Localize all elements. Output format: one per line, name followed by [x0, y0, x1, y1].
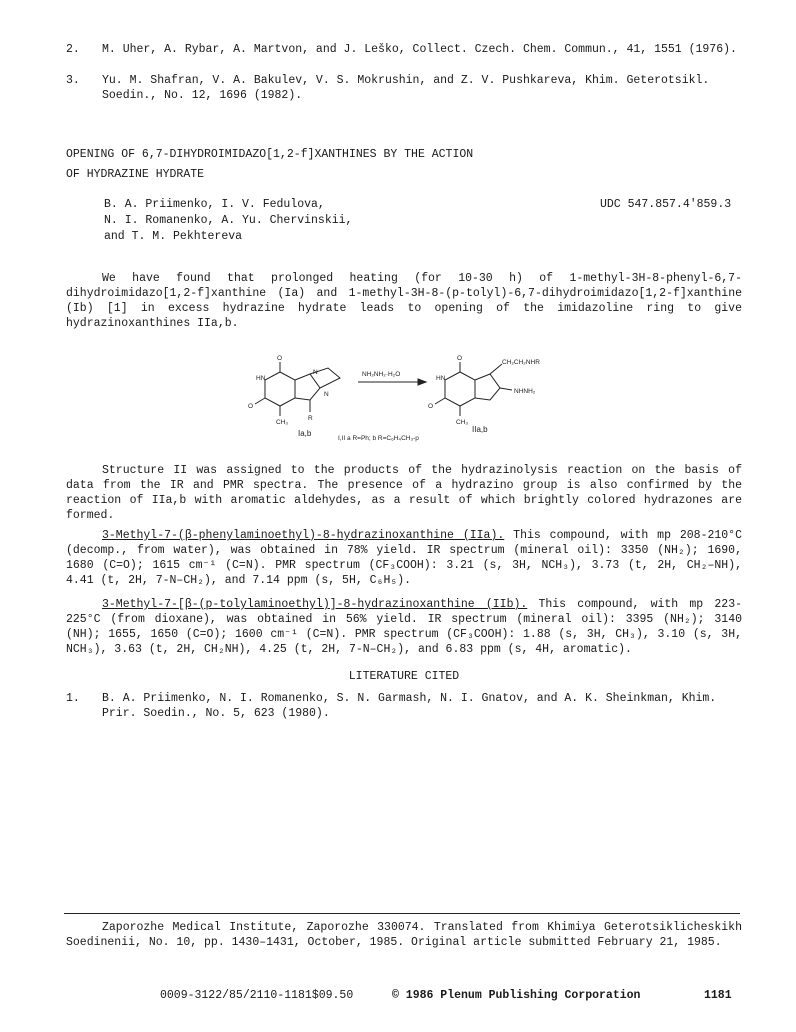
- atom-r: R: [308, 415, 313, 422]
- atom-ch3: CH₃: [276, 419, 289, 426]
- scheme-caption: I,II a R=Ph; b R=C₆H₄CH₃-p: [338, 435, 419, 442]
- literature-heading: LITERATURE CITED: [348, 670, 460, 683]
- compound-iib-title: 3-Methyl-7-[β-(p-tolylaminoethyl)]-8-hydrazinoxanthine (IIb).: [102, 598, 528, 611]
- structure-paragraph: Structure II was assigned to the products of the hydrazinolysis reaction on the basis of data from the IR and PMR spectra. The presence of a hydrazino group is also confirmed by the reaction of IIa,b with aromatic aldehydes, as a result of which brightly colored hydrazones are formed.: [66, 464, 742, 522]
- atom-nhnh2: NHNH₂: [514, 388, 536, 395]
- udc-code: UDC 547.857.4'859.3: [600, 198, 732, 211]
- compound-iia-title: 3-Methyl-7-(β-phenylaminoethyl)-8-hydrazinoxanthine (IIa).: [102, 529, 505, 542]
- authors-line-3: and T. M. Pekhtereva: [104, 230, 243, 243]
- footer-copyright: © 1986 Plenum Publishing Corporation: [392, 989, 641, 1002]
- compound-iib-body: This compound, with mp 223-225°C (from dioxane), was obtained in 56% yield. IR spectrum (mineral oil): 3395 (NH₂); 3140 (NH); 1655, 1650 (C=O); 1600 cm⁻¹ (C=N). PMR spectrum (CF₃COOH): 1.88 (s, 3H, CH₃), 3.10 (s, 3H, NCH₃), 3.63 (t, 2H, CH₂NH), 4.25 (t, 2H, 7-N–CH₂), and 6.83 ppm (s, 4H, aromatic).: [66, 598, 743, 656]
- atom-n: N: [324, 391, 329, 398]
- atom-oxygen: O: [277, 355, 283, 362]
- atom-n: N: [313, 369, 318, 376]
- footnote-rule: [64, 913, 740, 914]
- scheme-label-right: IIa,b: [472, 425, 488, 434]
- scheme-label-left: Ia,b: [298, 429, 312, 438]
- atom-oxygen: O: [248, 403, 254, 410]
- reference-number: 3.: [66, 74, 80, 87]
- atom-ch3: CH₃: [456, 419, 469, 426]
- footnote: Zaporozhe Medical Institute, Zaporozhe 330074. Translated from Khimiya Geterotsiklicheskikh Soedinenii, No. 10, pp. 1430–1431, October, 1985. Original article submitted February 21, 1985.: [66, 921, 742, 949]
- footer-code: 0009-3122/85/2110-1181$09.50: [160, 989, 354, 1002]
- atom-oxygen: O: [428, 403, 434, 410]
- reference-text: B. A. Priimenko, N. I. Romanenko, S. N. Garmash, N. I. Gnatov, and A. K. Sheinkman, Khim. Prir. Soedin., No. 5, 623 (1980).: [102, 692, 717, 720]
- authors-line-1: B. A. Priimenko, I. V. Fedulova,: [104, 198, 325, 211]
- reaction-scheme: [240, 350, 570, 442]
- experimental-iia-paragraph: [66, 528, 742, 588]
- reference-item: [66, 42, 746, 57]
- scheme-reagent: NH₂NH₂·H₂O: [362, 371, 401, 378]
- article-title-line-2: OF HYDRAZINE HYDRATE: [66, 168, 205, 181]
- reference-item: [66, 691, 746, 721]
- atom-hn: HN: [436, 375, 446, 382]
- reference-item: [66, 73, 746, 103]
- intro-paragraph: We have found that prolonged heating (for 10-30 h) of 1-methyl-3H-8-phenyl-6,7-dihydroimidazo[1,2-f]xanthine (Ia) and 1-methyl-3H-8-(p-tolyl)-6,7-dihydroimidazo[1,2-f]xanthine (Ib) [1] in excess hydrazine hydrate leads to opening of the imidazoline ring to give hydrazinoxanthines IIa,b.: [66, 272, 742, 330]
- page-number: 1181: [704, 989, 732, 1002]
- reference-text: M. Uher, A. Rybar, A. Martvon, and J. Leško, Collect. Czech. Chem. Commun., 41, 1551 (1976).: [102, 43, 737, 56]
- reference-number: 1.: [66, 692, 80, 705]
- atom-oxygen: O: [457, 355, 463, 362]
- atom-hn: HN: [256, 375, 266, 382]
- article-title-line-1: OPENING OF 6,7-DIHYDROIMIDAZO[1,2-f]XANTHINES BY THE ACTION: [66, 148, 474, 161]
- reference-text: Yu. M. Shafran, V. A. Bakulev, V. S. Mokrushin, and Z. V. Pushkareva, Khim. Geterotsikl. Soedin., No. 12, 1696 (1982).: [102, 74, 710, 102]
- compound-iia-body: This compound, with mp 208-210°C (decomp., from water), was obtained in 78% yield. IR spectrum (mineral oil): 3350 (NH₂); 1690, 1680 (C=O); 1615 cm⁻¹ (C=N). PMR spectrum (CF₃COOH): 3.21 (s, 3H, NCH₃), 3.73 (t, 2H, CH₂–NH), 4.41 (t, 2H, 7-N–CH₂), and 7.14 ppm (s, 5H, C₆H₅).: [66, 529, 742, 587]
- authors-line-2: N. I. Romanenko, A. Yu. Chervinskii,: [104, 214, 353, 227]
- experimental-iib-paragraph: [66, 597, 742, 657]
- atom-side-chain: CH₂CH₂NHR: [502, 359, 540, 366]
- reference-number: 2.: [66, 43, 80, 56]
